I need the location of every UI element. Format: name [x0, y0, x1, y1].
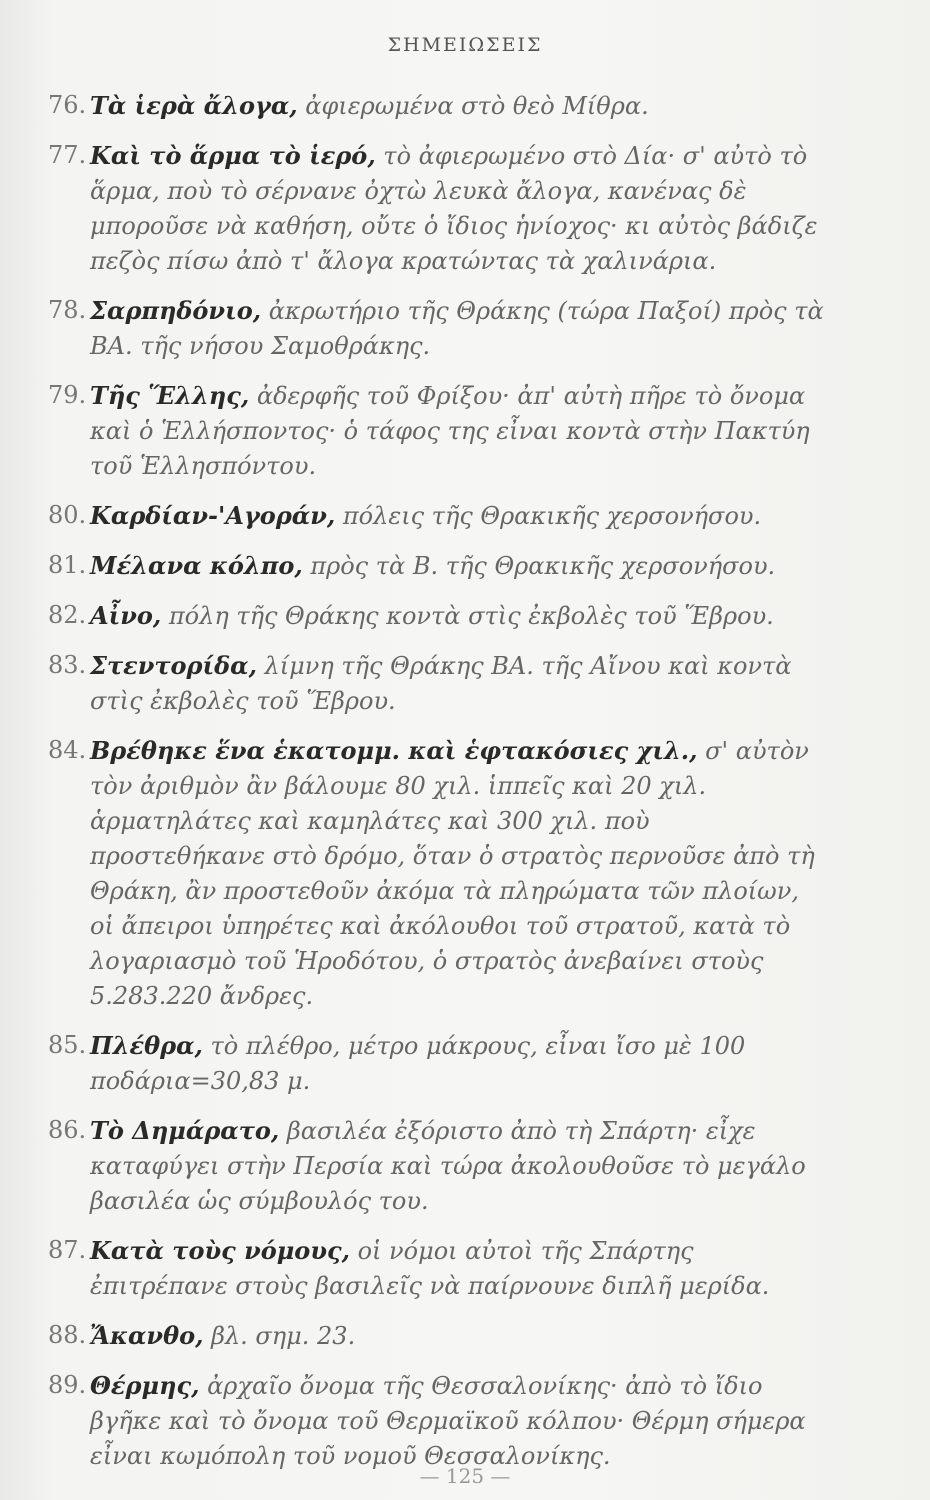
note-text: πόλη τῆς Θράκης κοντὰ στὶς ἐκβολὲς τοῦ Ἕβρου. — [161, 602, 774, 630]
note-term: Σαρπηδόνιο, — [90, 296, 262, 325]
note-number: 86. — [48, 1116, 87, 1144]
note-number: 89. — [48, 1371, 87, 1399]
note-item — [48, 1233, 828, 1304]
note-item — [48, 378, 828, 484]
note-item — [48, 548, 828, 584]
note-item — [48, 293, 828, 364]
note-text: τὸ πλέθρο, μέτρο μάκρους, εἶναι ἴσο μὲ 100 ποδάρια=30,83 μ. — [90, 1032, 746, 1095]
note-term: Θέρμης, — [90, 1371, 200, 1400]
note-number: 77. — [48, 141, 87, 169]
note-text: τὸ ἀφιερωμένο στὸ Δία· σ' αὐτὸ τὸ ἅρμα, ποὺ τὸ σέρνανε ὀχτὼ λευκὰ ἄλογα, κανένας δὲ μποροῦσε νὰ καθήση, οὔτε ὁ ἴδιος ἡνίοχος· κι αὐτὸς βάδιζε πεζὸς πίσω ἀπὸ τ' ἄλογα κρατώντας τὰ χαλινάρια. — [90, 142, 818, 275]
note-item — [48, 648, 828, 719]
note-term: Βρέθηκε ἕνα ἑκατομμ. καὶ ἑφτακόσιες χιλ., — [90, 736, 698, 765]
note-text: βλ. σημ. 23. — [203, 1322, 356, 1350]
note-number: 81. — [48, 551, 87, 579]
note-number: 88. — [48, 1321, 87, 1349]
note-number: 76. — [48, 91, 87, 119]
note-text: οἱ νόμοι αὐτοὶ τῆς Σπάρτης ἐπιτρέπανε στοὺς βασιλεῖς νὰ παίρνουνε διπλῆ μερίδα. — [90, 1237, 770, 1300]
note-item — [48, 1028, 828, 1099]
note-term: Καρδίαν-'Αγοράν, — [90, 501, 336, 530]
note-number: 84. — [48, 736, 87, 764]
note-term: Ἄκανθο, — [90, 1321, 204, 1350]
note-text: ἀρχαῖο ὄνομα τῆς Θεσσαλονίκης· ἀπὸ τὸ ἴδιο βγῆκε καὶ τὸ ὄνομα τοῦ Θερμαϊκοῦ κόλπου· Θέρμη σήμερα εἶναι κωμόπολη τοῦ νομοῦ Θεσσαλονίκης. — [90, 1372, 806, 1470]
note-number: 82. — [48, 601, 87, 629]
note-item — [48, 598, 828, 634]
notes-list — [48, 88, 828, 1488]
note-item — [48, 138, 828, 279]
note-term: Πλέθρα, — [90, 1031, 203, 1060]
note-text: πρὸς τὰ Β. τῆς Θρακικῆς χερσονήσου. — [302, 552, 776, 580]
note-term: Καὶ τὸ ἅρμα τὸ ἱερό, — [90, 141, 376, 170]
note-number: 83. — [48, 651, 87, 679]
note-term: Τῆς Ἕλλης, — [90, 381, 250, 410]
note-text: βασιλέα ἐξόριστο ἀπὸ τὴ Σπάρτη· εἶχε καταφύγει στὴν Περσία καὶ τώρα ἀκολουθοῦσε τὸ μεγάλο βασιλέα ὡς σύμβουλός του. — [90, 1117, 806, 1215]
note-term: Μέλανα κόλπο, — [90, 551, 303, 580]
note-item — [48, 1113, 828, 1219]
note-text: ἀκρωτήριο τῆς Θράκης (τώρα Παξοί) πρὸς τὰ ΒΑ. τῆς νήσου Σαμοθράκης. — [90, 297, 824, 360]
note-text: ἀφιερωμένα στὸ θεὸ Μίθρα. — [297, 92, 649, 120]
note-number: 79. — [48, 381, 87, 409]
note-term: Στεντορίδα, — [90, 651, 257, 680]
note-term: Αἶνο, — [90, 601, 162, 630]
note-text: ἀδερφῆς τοῦ Φρίξου· ἀπ' αὐτὴ πῆρε τὸ ὄνομα καὶ ὁ Ἑλλήσποντος· ὁ τάφος της εἶναι κοντὰ στὴν Πακτύη τοῦ Ἑλλησπόντου. — [90, 382, 810, 480]
note-item — [48, 1368, 828, 1474]
note-term: Τὸ Δημάρατο, — [90, 1116, 280, 1145]
note-number: 85. — [48, 1031, 87, 1059]
note-term: Κατὰ τοὺς νόμους, — [90, 1236, 350, 1265]
note-item — [48, 1318, 828, 1354]
note-text: πόλεις τῆς Θρακικῆς χερσονήσου. — [335, 502, 762, 530]
page-heading: ΣΗΜΕΙΩΣΕΙΣ — [387, 34, 543, 56]
note-item — [48, 498, 828, 534]
note-number: 80. — [48, 501, 87, 529]
note-number: 78. — [48, 296, 87, 324]
note-number: 87. — [48, 1236, 87, 1264]
note-term: Τὰ ἱερὰ ἄλογα, — [90, 91, 298, 120]
note-text: σ' αὐτὸν τὸν ἀριθμὸν ἂν βάλουμε 80 χιλ. ἱππεῖς καὶ 20 χιλ. ἁρματηλάτες καὶ καμηλάτες καὶ 300 χιλ. ποὺ προστεθήκανε στὸ δρόμο, ὅταν ὁ στρατὸς περνοῦσε ἀπὸ τὴ Θράκη, ἂν προστεθοῦν ἀκόμα τὰ πληρώματα τῶν πλοίων, οἱ ἄπειροι ὑπηρέτες καὶ ἀκόλουθοι τοῦ στρατοῦ, κατὰ τὸ λογαριασμὸ τοῦ Ἡροδότου, ὁ στρατὸς ἀνεβαίνει στοὺς 5.283.220 ἄνδρες. — [90, 737, 815, 1010]
page-number: — 125 — — [419, 1464, 511, 1488]
note-item — [48, 733, 828, 1014]
note-text: λίμνη τῆς Θράκης ΒΑ. τῆς Αἴνου καὶ κοντὰ στὶς ἐκβολὲς τοῦ Ἕβρου. — [90, 652, 792, 715]
note-item — [48, 88, 828, 124]
